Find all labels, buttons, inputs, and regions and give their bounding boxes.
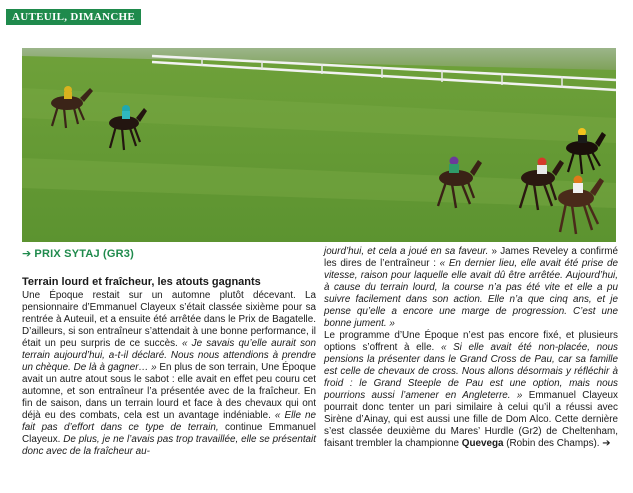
article-column-right (324, 246, 618, 450)
horse-race-photo (22, 48, 616, 242)
text-run: Emmanuel Clayeux pourrait donc tenter un pari similaire à celui qu’il a réussi avec Sirène d’Ainay, qui est aussi une fille de Dom Alco. Cette dernière s’est classée deuxième du Mares’ Hurdle (Gr2) de Cheltenham, faisant trembler la championne (324, 390, 618, 449)
article-paragraph (324, 246, 618, 330)
race-name-label: PRIX SYTAJ (GR3) (34, 248, 134, 260)
quote-run: « Elle ne fait pas d’effort dans ce type de terrain, (22, 410, 316, 433)
article-column-left (22, 276, 316, 458)
quote-run: « En dernier lieu, elle avait été prise de vitesse, raison pour laquelle elle avait dû être arrêtée. Aujourd’hui, à cause du terrain lourd, la course n’a pas été vite et elle a pu suivre facilement dans son action. Elle n’a que cinq ans, et je pense qu’elle a encore une marge de progression. C’est une bonne jument. » (324, 258, 618, 329)
article-paragraph (324, 330, 618, 450)
quote-run: jourd’hui, et cela a joué en sa faveur. (324, 246, 489, 257)
quote-run: « Je savais qu’elle aurait son terrain aujourd’hui, a-t-il déclaré. Nous nous attendions à prendre un chèque. De là à gagner… » (22, 338, 316, 373)
article-headline: Terrain lourd et fraîcheur, les atouts gagnants (22, 276, 261, 288)
race-photo-illustration (22, 48, 616, 242)
text-run: En plus de son terrain, Une Époque avait un autre atout sous le sabot : elle avait en effet peu couru cet automne, et son entraîneur l’a présentée avec de la fraîcheur. En fin de saison, dans un terrain lourd et face à des chevaux qui ont déjà eu des combats, cela est un avantage indéniable. (22, 362, 316, 421)
article-paragraph (22, 290, 316, 458)
text-run: Une Époque restait sur un automne plutôt décevant. La pensionnaire d’Emmanuel Clayeux s’était classée sixième pour sa rentrée à Auteuil, et a ensuite été arrêtée dans le Prix de Bagatelle. D’ailleurs, si son entraîneur s’attendait à une bonne performance, il était un peu surpris de ce succès. (22, 290, 316, 349)
horse-name: Quevega (461, 438, 504, 449)
quote-run: De plus, je ne l’avais pas trop travaillée, elle se présentait donc avec de la fraîcheur au- (22, 434, 316, 457)
quote-run: « Si elle avait été non-placée, nous pensions la présenter dans le Grand Cross de Pau, car sa famille est celle de chevaux de cross. Nous allons désormais y réfléchir à froid : le Grand Steeple de Pau est une option, mais nous pourrions aussi l’amener en Angleterre. » (324, 342, 618, 401)
arrow-right-icon: ➔ (22, 248, 32, 260)
race-name (22, 247, 134, 260)
arrow-right-icon: ➔ (602, 438, 611, 449)
text-run: » James Reveley a confirmé les dires de l’entraîneur : (324, 246, 618, 269)
text-run: (Robin des Champs). (503, 438, 603, 449)
text-run: Le programme d’Une Époque n’est pas encore fixé, et plusieurs options s’offrent à elle. (324, 330, 618, 353)
text-run: continue Emmanuel Clayeux. (22, 422, 316, 445)
section-header-badge: AUTEUIL, DIMANCHE (6, 9, 141, 25)
